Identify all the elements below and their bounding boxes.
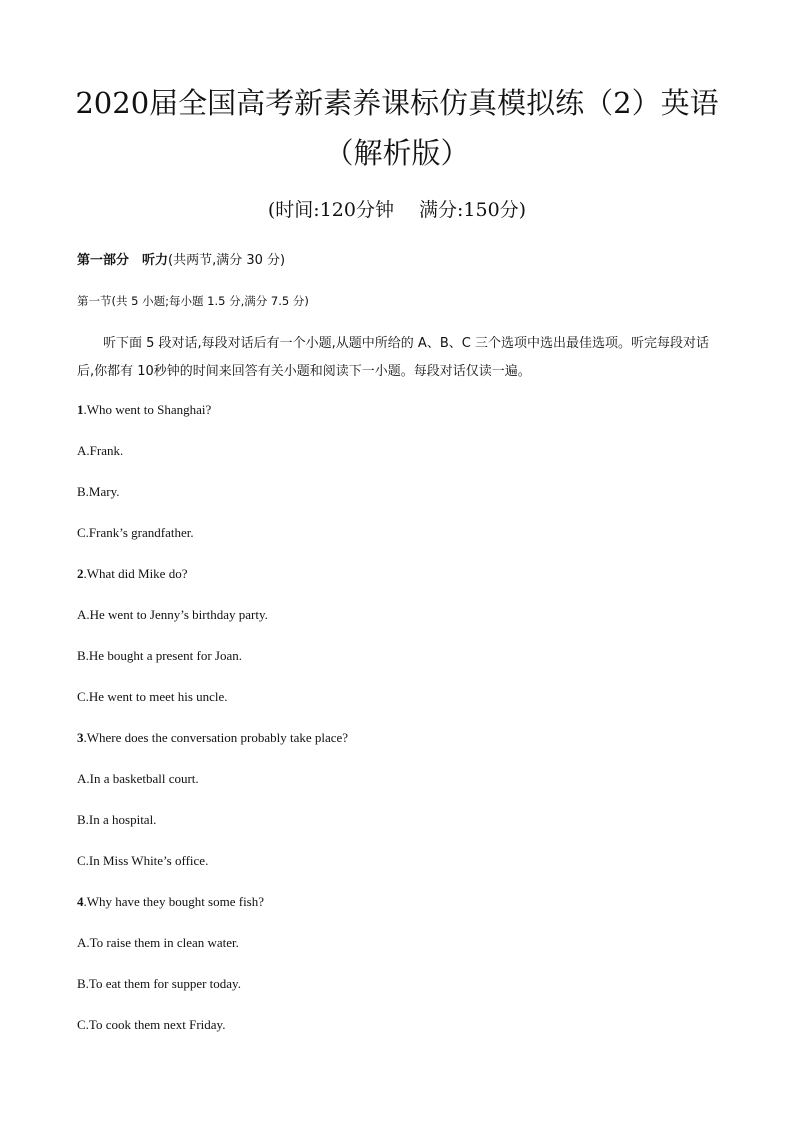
option-1b: B.Mary. (77, 484, 120, 499)
question-3 (77, 728, 348, 748)
document-title: 2020届全国高考新素养课标仿真模拟练（2）英语（解析版） (75, 86, 719, 170)
question-text: .Why have they bought some fish? (83, 894, 265, 909)
part-heading (77, 251, 285, 271)
option-2b: B.He bought a present for Joan. (77, 648, 242, 663)
question-text: .Who went to Shanghai? (83, 402, 212, 417)
part-heading-label: 第一部分 听力 (77, 253, 169, 268)
option-4a: A.To raise them in clean water. (77, 935, 239, 950)
option-2a: A.He went to Jenny’s birthday party. (77, 607, 268, 622)
part-heading-detail: (共两节,满分 30 分) (168, 253, 286, 268)
question-number: 2 (77, 566, 84, 581)
option-3c: C.In Miss White’s office. (77, 853, 209, 868)
option-4c: C.To cook them next Friday. (77, 1017, 226, 1032)
question-number: 4 (77, 894, 84, 909)
instructions-paragraph: 听下面 5 段对话,每段对话后有一个小题,从题中所给的 A、B、C 三个选项中选出最佳选项。听完每段对话后,你都有 10秒钟的时间来回答有关小题和阅读下一小题。每段对话仅读一遍。 (77, 336, 709, 379)
question-1 (77, 400, 211, 420)
option-1a: A.Frank. (77, 443, 124, 458)
question-number: 3 (77, 730, 84, 745)
exam-time-and-score: (时间:120分钟 满分:150分) (267, 199, 527, 221)
option-3b: B.In a hospital. (77, 812, 157, 827)
option-3a: A.In a basketball court. (77, 771, 199, 786)
question-text: .Where does the conversation probably take place? (83, 730, 349, 745)
section-heading: 第一节(共 5 小题;每小题 1.5 分,满分 7.5 分) (77, 294, 309, 308)
option-2c: C.He went to meet his uncle. (77, 689, 228, 704)
question-number: 1 (77, 402, 84, 417)
question-text: .What did Mike do? (83, 566, 188, 581)
question-2 (77, 564, 187, 584)
option-1c: C.Frank’s grandfather. (77, 525, 194, 540)
option-4b: B.To eat them for supper today. (77, 976, 241, 991)
question-4 (77, 892, 264, 912)
